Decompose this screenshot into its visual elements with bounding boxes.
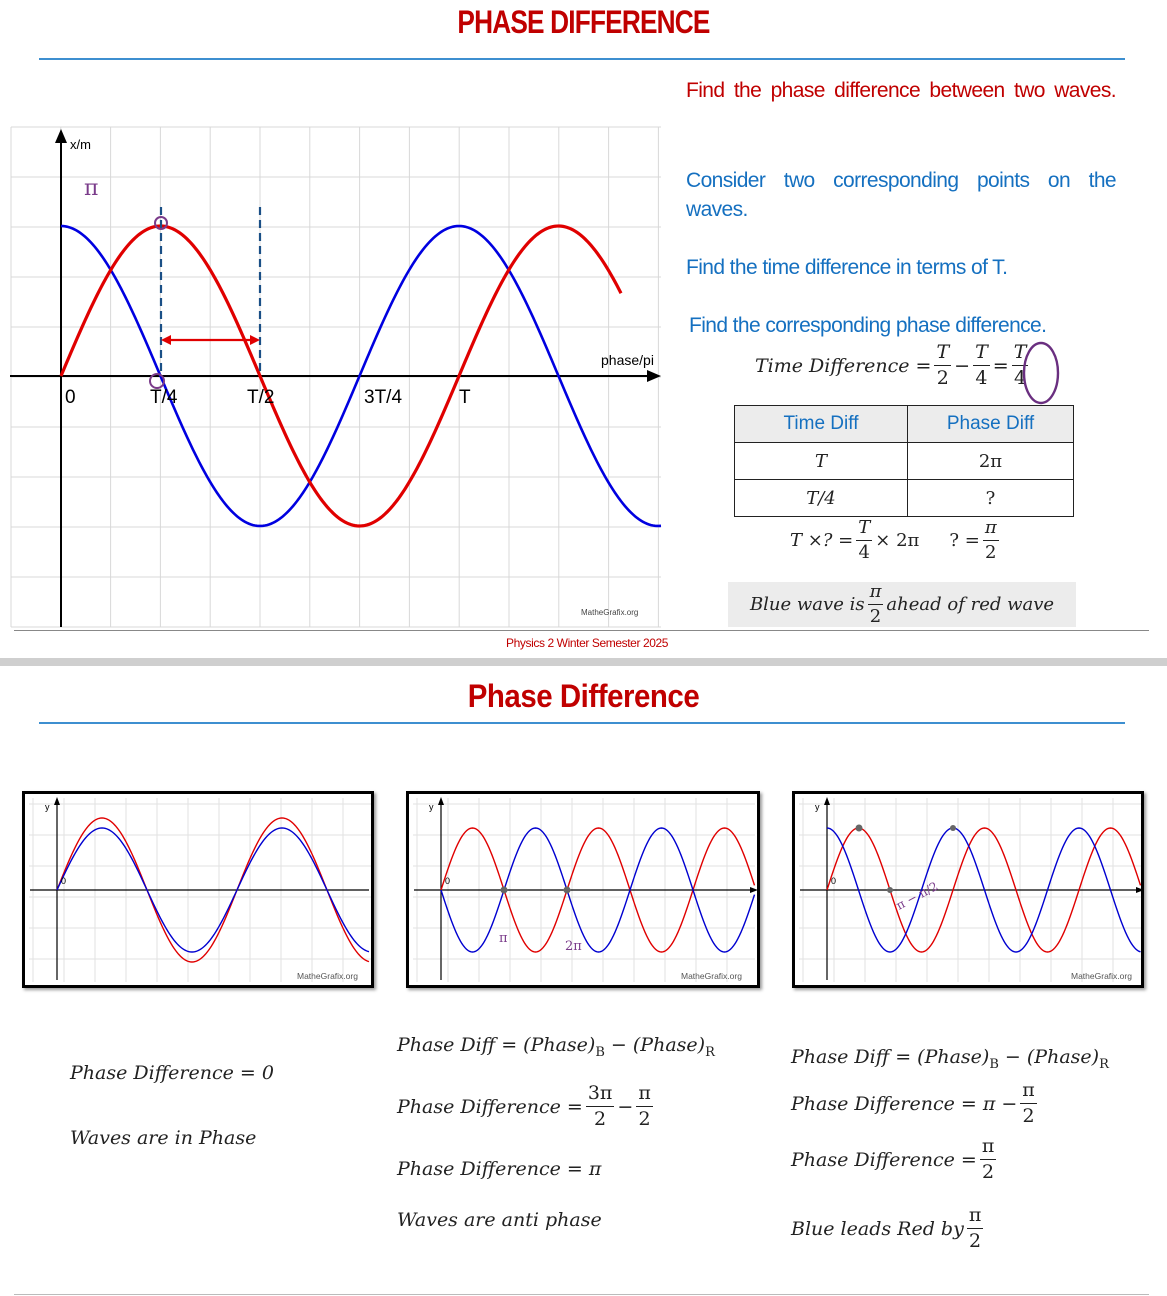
graph-credit: MatheGrafix.org — [297, 971, 358, 981]
zero-label: 0 — [445, 876, 451, 886]
circle-highlight — [1021, 340, 1069, 406]
handwritten-mark: π − π/2 — [893, 879, 941, 913]
slide2-bottom-rule — [14, 1294, 1149, 1295]
graph-in-phase — [22, 791, 374, 988]
arrow-head-right — [250, 335, 260, 345]
col3-line1: Phase Diff = $(Phase)_B$ − $(Phase)_R$ — [791, 1046, 1109, 1072]
ratio-equation: T ×? = $\frac{T}{4}$ × 2π ? = $\frac{\pi}{2}$ — [790, 517, 997, 563]
peak-dot — [856, 825, 863, 832]
table-row: T/4 ? — [735, 480, 1074, 517]
find-phase-text: Find the phase difference between two waves. — [686, 79, 1116, 102]
table-header-phase: Phase Diff — [908, 406, 1074, 443]
col3-line2: Phase Difference = π − $\frac{\pi}{2}$ — [791, 1079, 1035, 1127]
col3-line4: Blue leads Red by $\frac{\pi}{2}$ — [791, 1204, 982, 1252]
graph-credit: MatheGrafix.org — [1071, 971, 1132, 981]
y-label: y — [815, 802, 820, 812]
col2-line2: Phase Difference = $\frac{3\pi}{2}$ − $\frac{\pi}{2}$ — [397, 1082, 651, 1130]
crossing-dot — [564, 887, 571, 894]
find-time-text: Find the time difference in terms of T. — [686, 256, 1008, 279]
consider-text: Consider two corresponding points on the waves. — [686, 169, 1116, 221]
slide1-footer: Physics 2 Winter Semester 2025 — [506, 636, 669, 650]
y-axis-arrow — [55, 129, 67, 143]
table-row: T 2π — [735, 443, 1074, 480]
col2-line1: Phase Diff = $(Phase)_B$ − $(Phase)_R$ — [397, 1034, 715, 1060]
y-label: y — [429, 802, 434, 812]
slide1-title: PHASE DIFFERENCE — [457, 4, 710, 40]
col1-line2: Waves are in Phase — [70, 1127, 257, 1149]
x-axis-label: phase/pi — [601, 352, 654, 368]
graph-anti-phase — [406, 791, 760, 988]
table-header-time: Time Diff — [735, 406, 908, 443]
slide1-title-rule — [39, 58, 1125, 60]
wave-graph — [10, 125, 665, 632]
crossing-dot — [501, 887, 508, 894]
zero-dot — [887, 887, 893, 893]
col2-line4: Waves are anti phase — [397, 1209, 602, 1231]
graph-credit: MatheGrafix.org — [581, 608, 639, 617]
arrow-head-left — [161, 335, 171, 345]
y-axis-label: x/m — [70, 137, 91, 152]
conclusion-box: Blue wave is $\frac{\pi}{2}$ ahead of red wave — [728, 582, 1076, 627]
phase-table — [734, 405, 1074, 517]
time-difference-equation: Time Difference = $\frac{T}{2}$ − $\frac{T}{4}$ = $\frac{T}{4}$ — [755, 341, 1027, 389]
tick-t4: T/4 — [150, 387, 178, 408]
slide1-bottom-rule — [14, 630, 1149, 631]
tick-0: 0 — [65, 387, 76, 408]
graph-credit: MatheGrafix.org — [681, 971, 742, 981]
handwritten-2pi: 2π — [565, 939, 582, 954]
col3-line3: Phase Difference = $\frac{\pi}{2}$ — [791, 1135, 995, 1183]
handwritten-pi: π — [84, 176, 99, 201]
zero-label: 0 — [61, 876, 67, 886]
tick-3t4: 3T/4 — [364, 387, 403, 408]
slide2-title-rule — [39, 722, 1125, 724]
col1-line1: Phase Difference = 0 — [70, 1062, 274, 1084]
col2-line3: Phase Difference = π — [397, 1158, 602, 1180]
peak-dot — [950, 825, 956, 831]
slide2-title: Phase Difference — [467, 678, 700, 714]
tick-t2: T/2 — [247, 387, 275, 408]
graph-quarter-phase — [792, 791, 1144, 988]
handwritten-pi: π — [499, 931, 508, 946]
tick-t: T — [459, 387, 471, 408]
slide-separator — [0, 658, 1167, 666]
y-label: y — [45, 802, 50, 812]
zero-label: 0 — [831, 876, 837, 886]
find-corr-text: Find the corresponding phase difference. — [689, 314, 1047, 337]
